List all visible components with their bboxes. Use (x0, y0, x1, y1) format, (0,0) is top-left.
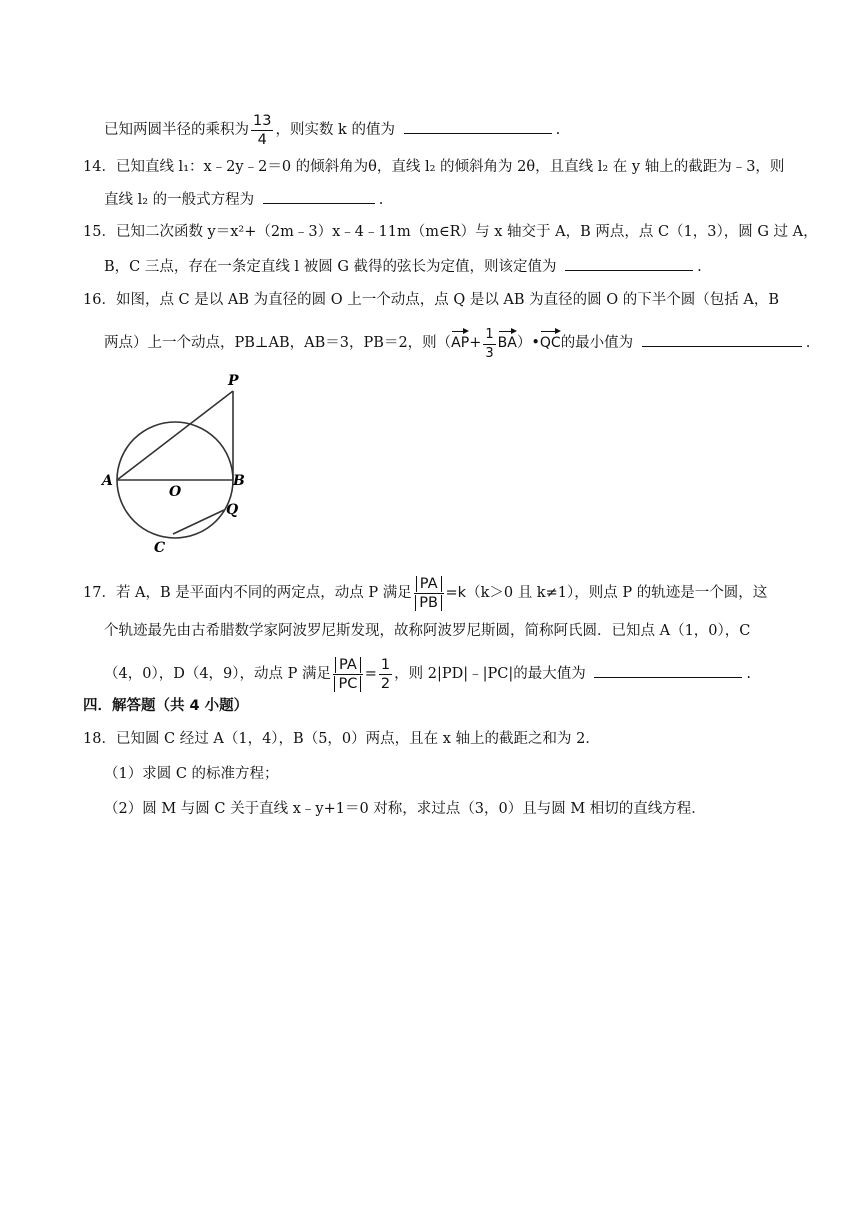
q17-ratio2-num: PA (335, 657, 361, 673)
q16-frac-den: 3 (485, 346, 494, 361)
label-a: A (102, 473, 113, 489)
q17-ratio2-den-wrap (333, 675, 363, 693)
q18-part2: （2）圆 M 与圆 C 关于直线 x﹣y+1＝0 对称，求过点（3，0）且与圆 M 相切的直线方程． (104, 801, 706, 817)
q17-half-den: 2 (380, 676, 391, 692)
q18-part1: （1）求圆 C 的标准方程； (104, 766, 279, 782)
q14-answer-blank (263, 189, 375, 204)
q17-text-pre: 17．若 A，B 是平面内不同的两定点，动点 P 满足 (83, 585, 412, 601)
q15-answer-blank (565, 256, 693, 271)
label-o: O (169, 484, 182, 500)
q17-ratio-num: PA (416, 576, 442, 592)
q16-answer-blank (642, 332, 802, 347)
q17-ratio-den-wrap (414, 594, 444, 612)
q17-line2: 个轨迹最先由古希腊数学家阿波罗尼斯发现，故称阿波罗尼斯圆，简称阿氏圆．已知点 A（1，0），C (104, 623, 751, 639)
label-b: B (233, 473, 245, 489)
segment-cq (173, 510, 224, 534)
q17-ratio2-num-wrap (333, 656, 363, 675)
q18-line1: 18．已知圆 C 经过 A（1，4），B（5，0）两点，且在 x 轴上的截距之和为 2． (83, 731, 600, 747)
q17-line3 (104, 656, 751, 693)
q16-text-post: 的最小值为 (560, 335, 634, 351)
q16-text-pre: 两点）上一个动点，PB⊥AB，AB＝3，PB＝2，则（ (104, 335, 452, 351)
q14-line1: 14．已知直线 l₁：x﹣2y﹣2＝0 的倾斜角为θ，直线 l₂ 的倾斜角为 2θ，且直线 l₂ 在 y 轴上的截距为﹣3，则 (83, 159, 785, 175)
q17-half (379, 656, 392, 693)
q17-eq-k: =k (445, 585, 467, 601)
segment-ap (117, 391, 233, 480)
q17-text3-post: ，则 2|PD|﹣|PC|的最大值为 (394, 666, 586, 682)
q17-eq: = (364, 666, 377, 682)
q13-end: . (555, 122, 561, 138)
q16-frac-num: 1 (483, 326, 495, 345)
q13-text-pre: 已知两圆半径的乘积为 (104, 122, 249, 138)
section-4-heading: 四．解答题（共 4 小题） (83, 698, 249, 714)
q14-end: . (378, 192, 384, 208)
q13-frac-num: 13 (253, 113, 272, 129)
q16-geometry-figure (96, 368, 266, 558)
q15-text: B，C 三点，存在一条定直线 l 被圆 G 截得的弦长为定值，则该定值为 (104, 259, 557, 275)
q16-line1: 16．如图，点 C 是以 AB 为直径的圆 O 上一个动点，点 Q 是以 AB 为直径的圆 O 的下半个圆（包括 A，B (83, 292, 780, 308)
q17-ratio-den: PB (415, 595, 442, 611)
q16-vector-qc: QC (540, 329, 561, 353)
q17-ratio-num-wrap (414, 575, 444, 594)
q17-ratio2-den: PC (334, 676, 361, 692)
label-p: P (228, 373, 239, 389)
q13-frac-den: 4 (257, 132, 267, 148)
q13-answer-blank (404, 119, 552, 134)
label-c: C (154, 540, 166, 556)
q17-half-num: 1 (380, 657, 391, 673)
q16-fraction (483, 326, 495, 363)
q13-tail-line (104, 112, 560, 149)
q17-answer-blank (594, 663, 742, 678)
q13-text-post: ，则实数 k 的值为 (275, 122, 395, 138)
q17-ratio (414, 575, 444, 612)
q16-end: . (805, 335, 811, 351)
q17-text-post: （k＞0 且 k≠1），则点 P 的轨迹是一个圆，这 (466, 585, 768, 601)
q17-text3-pre: （4，0），D（4，9），动点 P 满足 (104, 666, 332, 682)
q15-line1: 15．已知二次函数 y＝x²+（2m﹣3）x﹣4﹣11m（m∈R）与 x 轴交于 A，B 两点，点 C（1，3），圆 G 过 A， (83, 224, 818, 240)
q16-vector-ap: AP (451, 329, 469, 353)
q16-plus: + (469, 335, 482, 351)
q16-vector-ba: BA (498, 329, 517, 353)
q14-text: 直线 l₂ 的一般式方程为 (104, 192, 255, 208)
q15-line2 (104, 256, 702, 277)
q16-close-dot: ）• (516, 335, 540, 351)
q17-ratio2 (333, 656, 363, 693)
q17-end: . (746, 666, 751, 682)
q15-end: . (697, 259, 702, 275)
q13-fraction (251, 112, 273, 149)
q16-line2 (104, 326, 810, 363)
q14-line2 (104, 189, 383, 210)
label-q: Q (226, 502, 239, 518)
q17-line1 (83, 575, 767, 612)
